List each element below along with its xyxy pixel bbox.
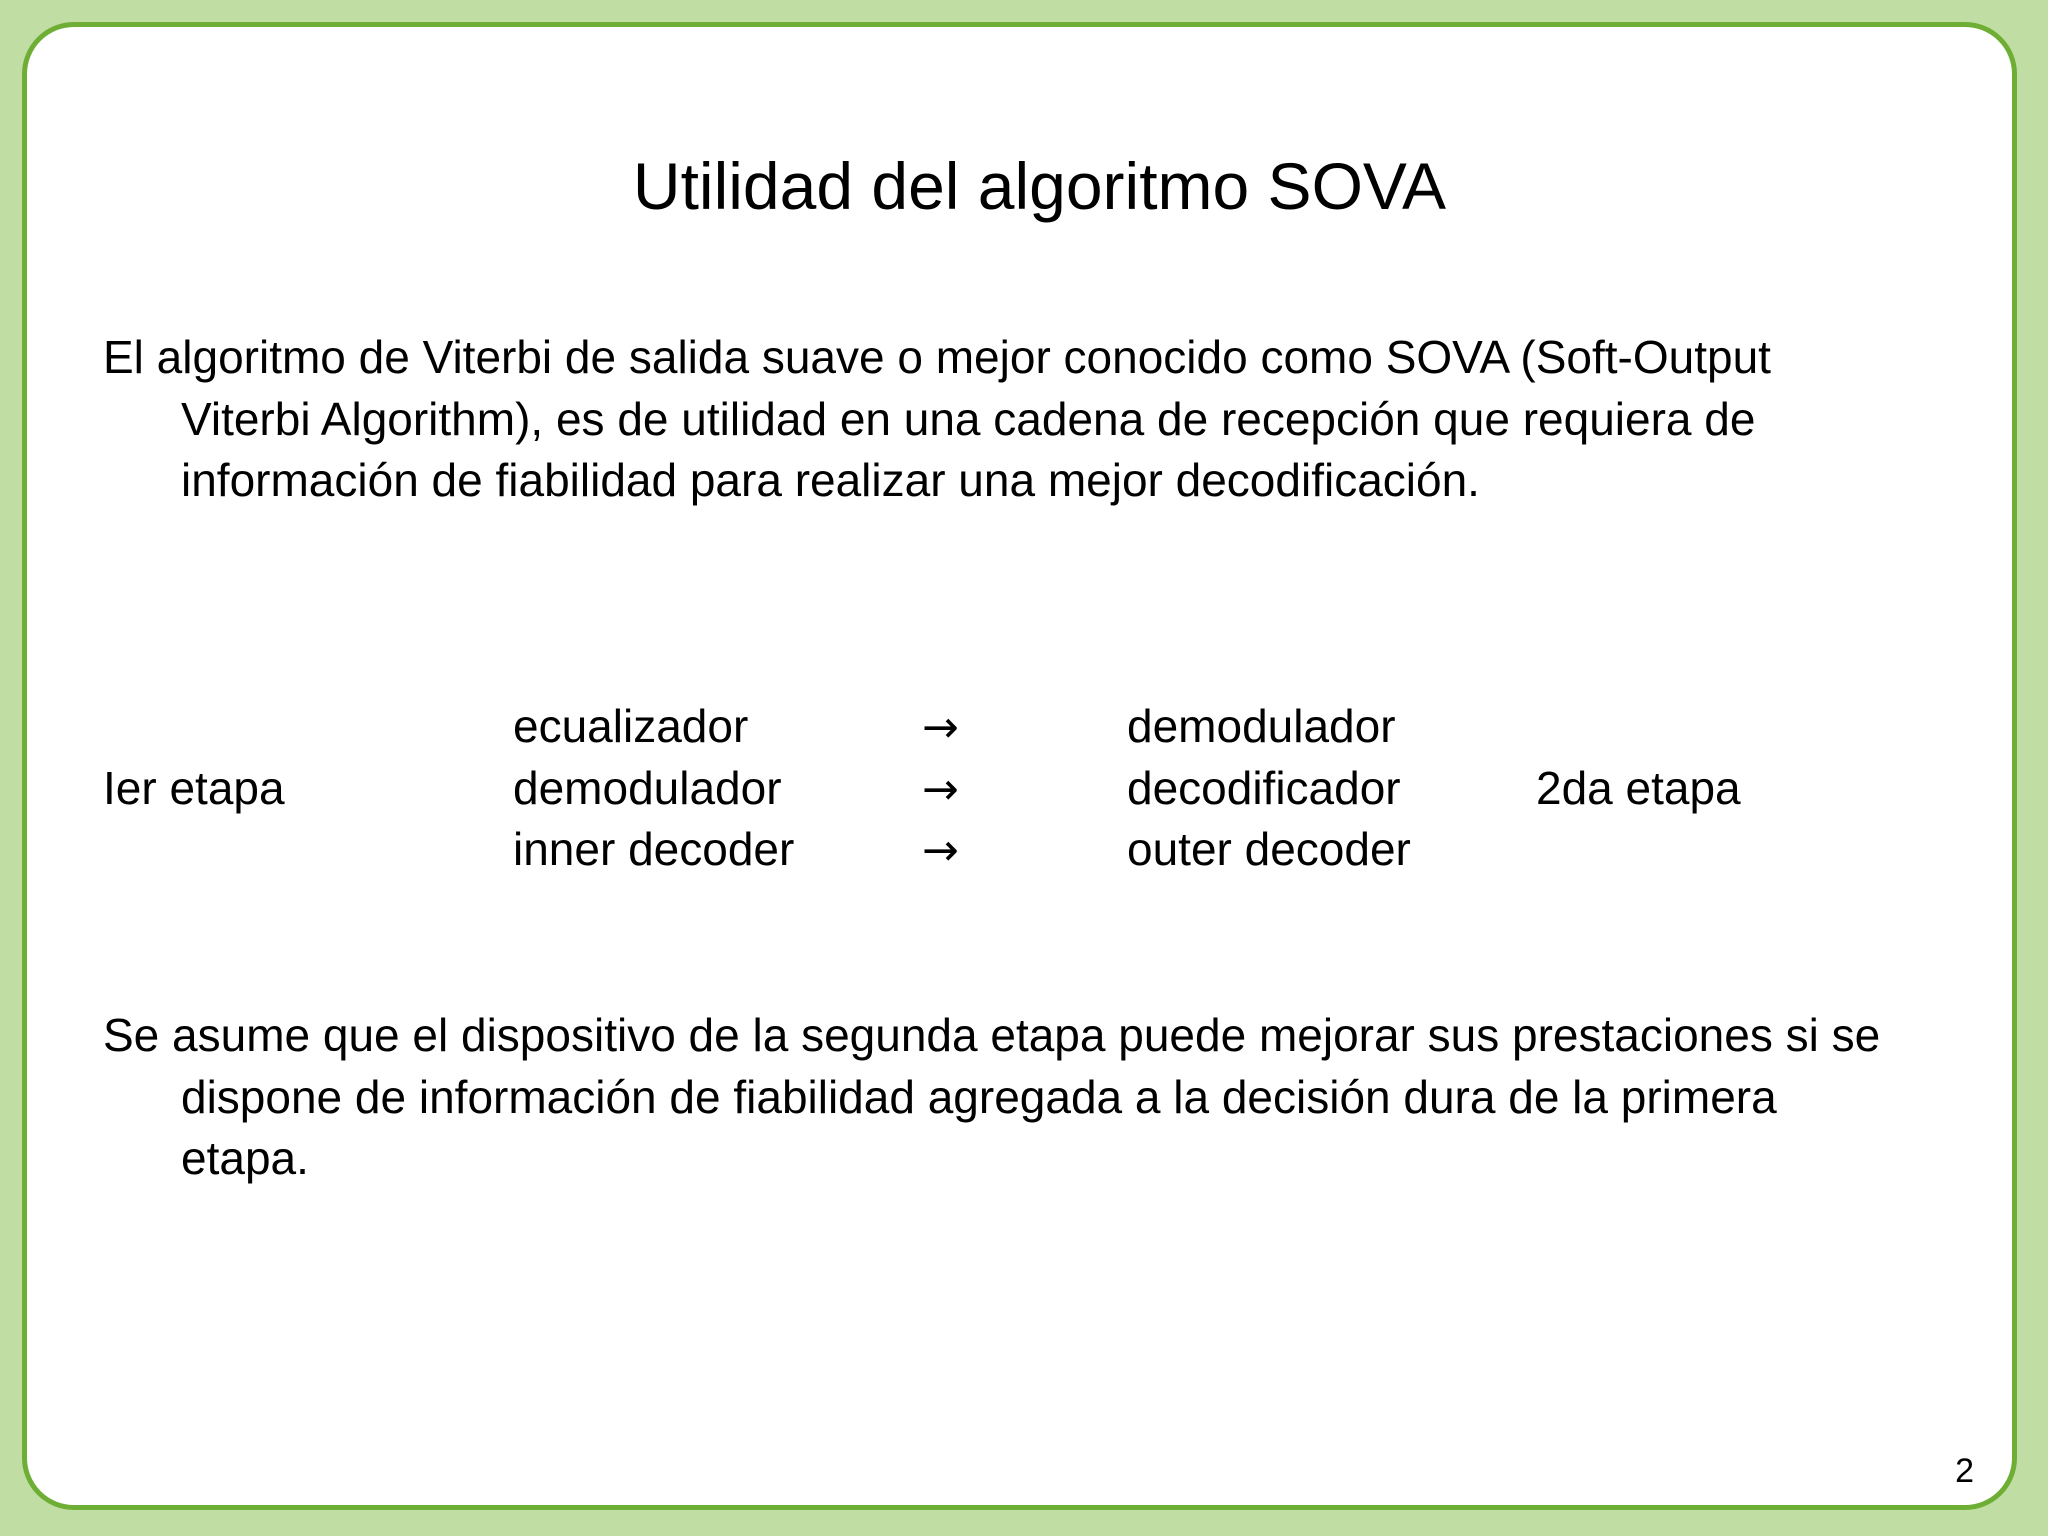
arrow-glyph: → <box>922 764 959 815</box>
stage-2-label: 2da etapa <box>1536 762 1741 814</box>
flow-source-3: inner decoder <box>513 823 795 875</box>
flow-target-2: decodificador <box>1127 762 1401 814</box>
conclusion-paragraph: Se asume que el dispositivo de la segunda etapa puede mejorar sus prestaciones si se dispone de información de fiabilidad agregada a la decisión dura de la primera etapa. <box>103 1009 1881 1184</box>
flow-source-2: demodulador <box>513 762 782 814</box>
slide-title: Utilidad del algoritmo SOVA <box>632 149 1447 223</box>
flow-source-1: ecualizador <box>513 700 749 752</box>
flow-target-3: outer decoder <box>1127 823 1411 875</box>
right-arrow-icon <box>922 819 959 882</box>
right-arrow-icon <box>922 696 959 759</box>
page-number: 2 <box>1955 1452 1974 1490</box>
right-arrow-icon <box>922 758 959 821</box>
intro-paragraph: El algoritmo de Viterbi de salida suave o mejor conocido como SOVA (Soft-Output Viterbi Algorithm), es de utilidad en una cadena de recepción que requiera de información de fiabilidad para realizar una mejor decodificación. <box>103 331 1771 506</box>
flow-target-1: demodulador <box>1127 700 1396 752</box>
arrow-glyph: → <box>922 702 959 753</box>
arrow-glyph: → <box>922 825 959 876</box>
slide <box>22 22 2017 1510</box>
stage-1-label: Ier etapa <box>103 762 285 814</box>
